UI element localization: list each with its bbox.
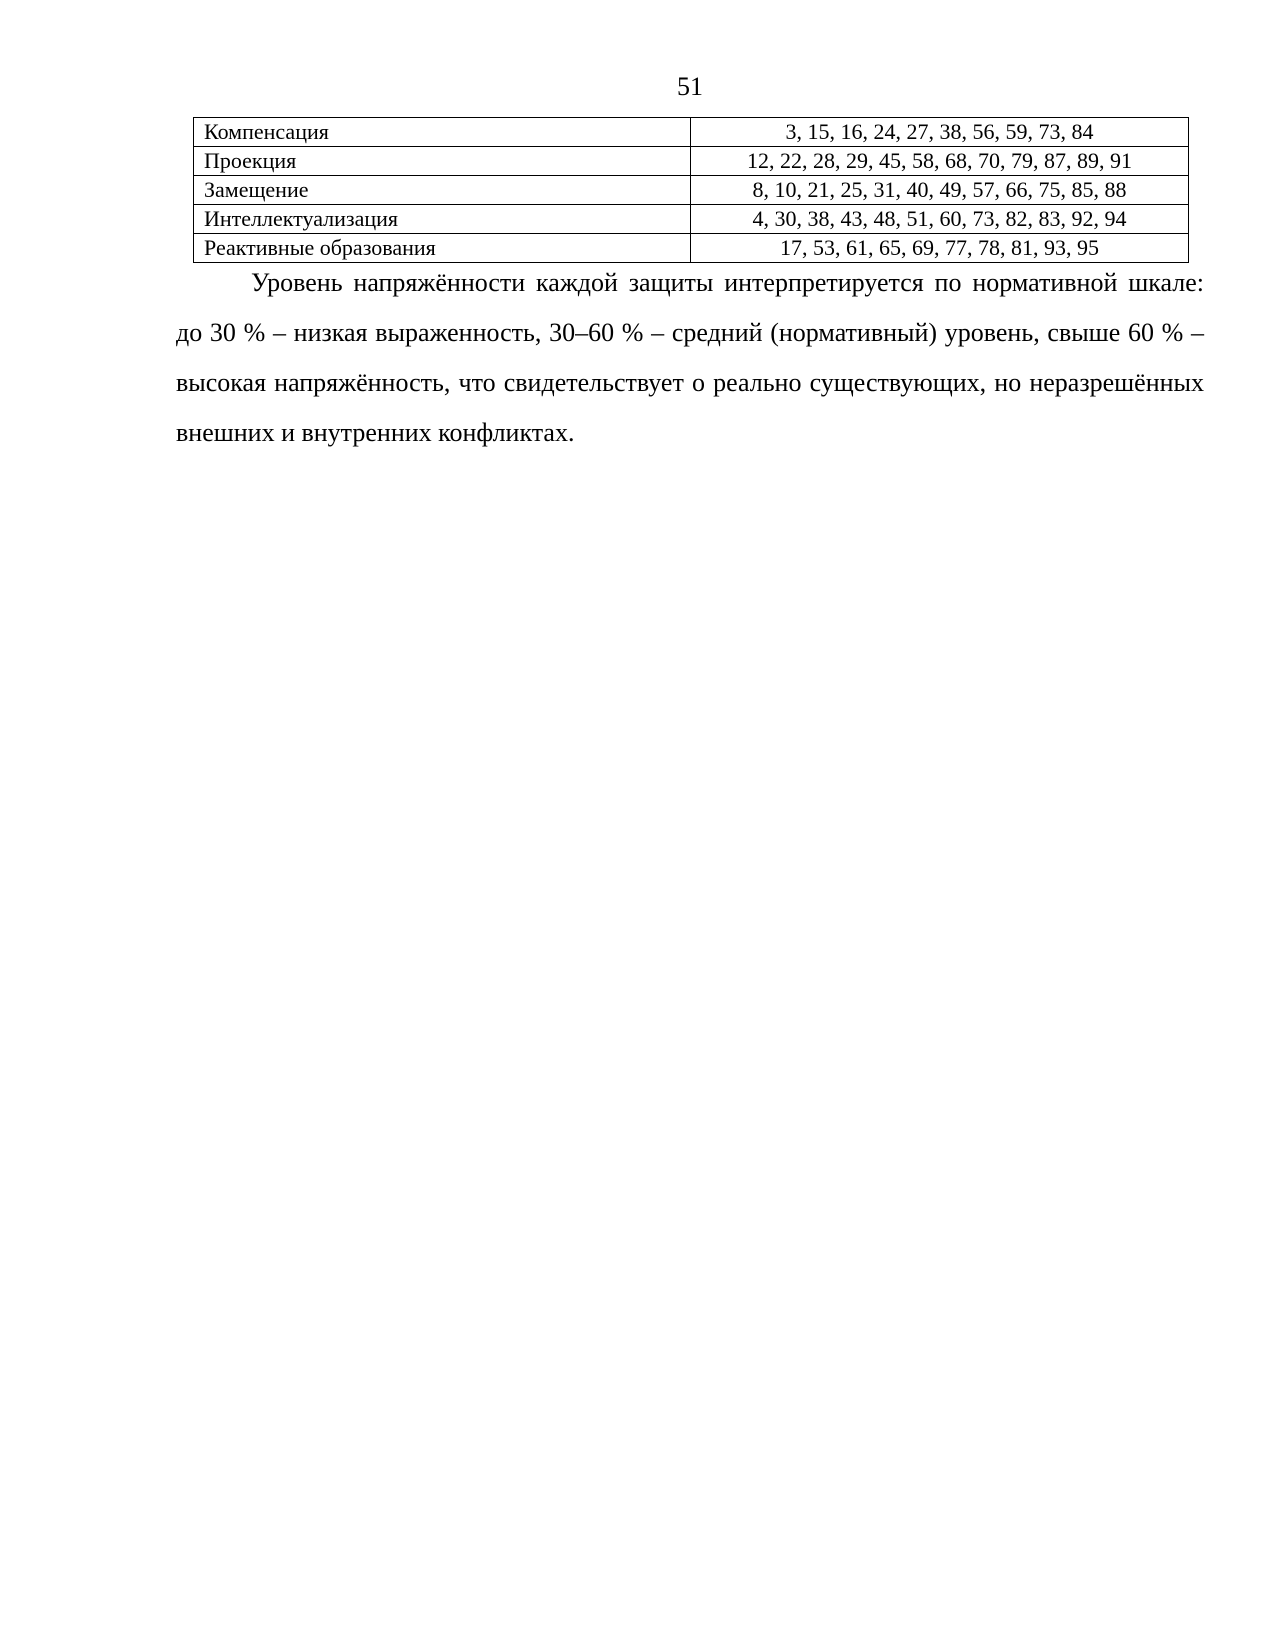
table-row (194, 118, 1189, 147)
defense-name-cell: Замещение (194, 176, 691, 205)
page-number: 51 (677, 72, 703, 101)
table-row (194, 147, 1189, 176)
item-numbers-cell: 8, 10, 21, 25, 31, 40, 49, 57, 66, 75, 85, 88 (691, 176, 1189, 205)
item-numbers-cell: 4, 30, 38, 43, 48, 51, 60, 73, 82, 83, 92, 94 (691, 205, 1189, 234)
item-numbers-cell: 3, 15, 16, 24, 27, 38, 56, 59, 73, 84 (691, 118, 1189, 147)
item-numbers-cell: 17, 53, 61, 65, 69, 77, 78, 81, 93, 95 (691, 234, 1189, 263)
defense-name-cell: Реактивные образования (194, 234, 691, 263)
defense-name-cell: Интеллектуализация (194, 205, 691, 234)
defense-name-cell: Проекция (194, 147, 691, 176)
body-paragraph: Уровень напряжённости каждой защиты интерпретируется по нормативной шкале: до 30 % – низкая выраженность, 30–60 % – средний (нормативный) уровень, свыше 60 % – высокая напряжённость, что свидетельствует о реально существующих, но неразрешённых внешних и внутренних конфликтах. (176, 268, 1204, 447)
defense-items-table (193, 117, 1189, 263)
item-numbers-cell: 12, 22, 28, 29, 45, 58, 68, 70, 79, 87, 89, 91 (691, 147, 1189, 176)
table-row (194, 205, 1189, 234)
defense-name-cell: Компенсация (194, 118, 691, 147)
table-row (194, 176, 1189, 205)
